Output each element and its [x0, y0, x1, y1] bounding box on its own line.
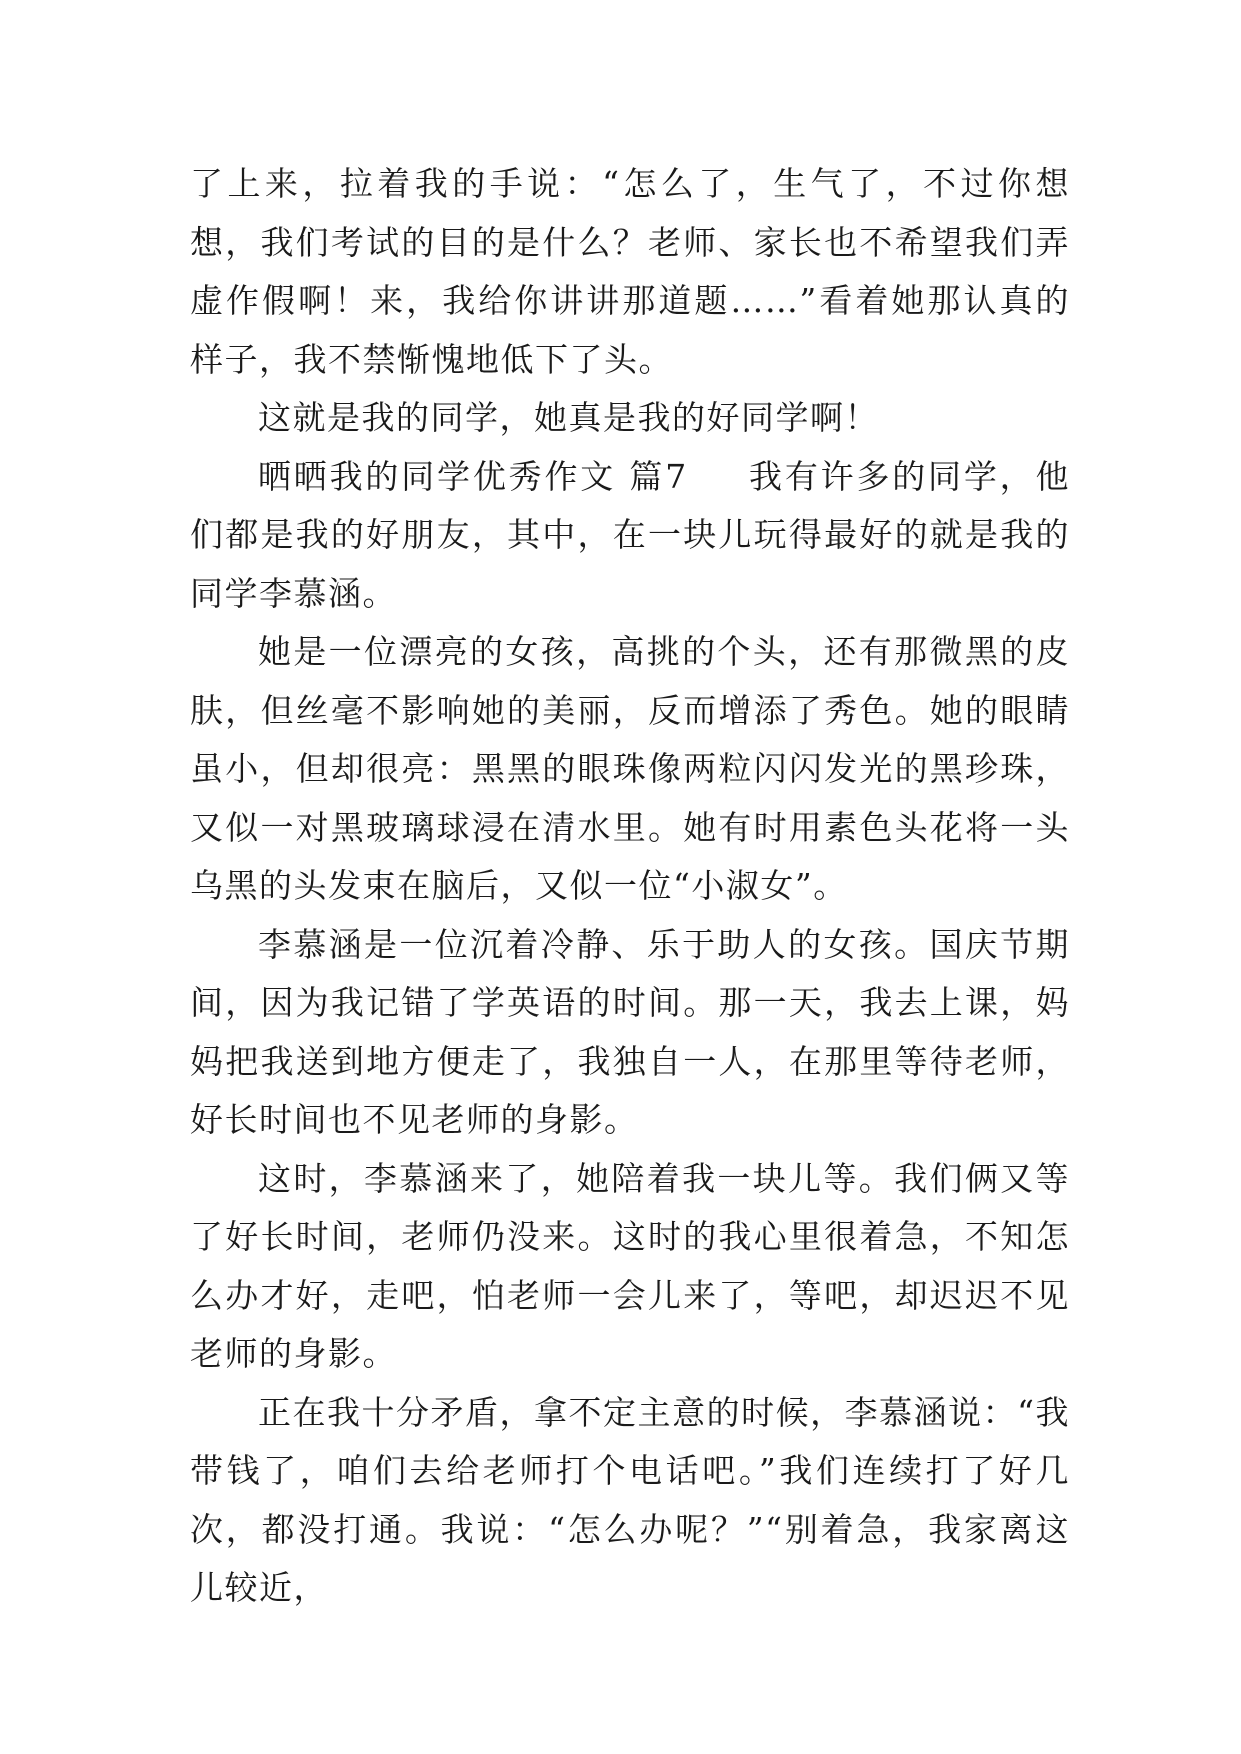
paragraph-continued: 了上来，拉着我的手说：“怎么了，生气了，不过你想想，我们考试的目的是什么？老师、家长也不希望我们弄虚作假啊！来，我给你讲讲那道题……”看着她那认真的样子，我不禁惭愧地低下了头。: [190, 164, 1070, 379]
document-body: [190, 155, 1070, 1618]
paragraph: 李慕涵是一位沉着冷静、乐于助人的女孩。国庆节期间，因为我记错了学英语的时间。那一天，我去上课，妈妈把我送到地方便走了，我独自一人，在那里等待老师，好长时间也不见老师的身影。: [190, 924, 1070, 1139]
paragraph: 她是一位漂亮的女孩，高挑的个头，还有那微黑的皮肤，但丝毫不影响她的美丽，反而增添了秀色。她的眼睛虽小，但却很亮：黑黑的眼珠像两粒闪闪发光的黑珍珠，又似一对黑玻璃球浸在清水里。她有时用素色头花将一头乌黑的头发束在脑后，又似一位“小淑女”。: [190, 632, 1070, 905]
section-heading: 晒晒我的同学优秀作文 篇7: [258, 456, 688, 496]
paragraph: 正在我十分矛盾，拿不定主意的时候，李慕涵说：“我带钱了，咱们去给老师打个电话吧。”我们连续打了好几次，都没打通。我说：“怎么办呢？”“别着急，我家离这儿较近，: [190, 1392, 1070, 1607]
section-paragraph: [190, 448, 1070, 624]
section-first-text: 我有许多的同学，他们都是我的好朋友，其中，在一块儿玩得最好的就是我的同学李慕涵。: [190, 456, 1070, 613]
paragraph: 这就是我的同学，她真是我的好同学啊！: [258, 398, 879, 437]
paragraph: 这时，李慕涵来了，她陪着我一块儿等。我们俩又等了好长时间，老师仍没来。这时的我心里很着急，不知怎么办才好，走吧，怕老师一会儿来了，等吧，却迟迟不见老师的身影。: [190, 1158, 1070, 1373]
